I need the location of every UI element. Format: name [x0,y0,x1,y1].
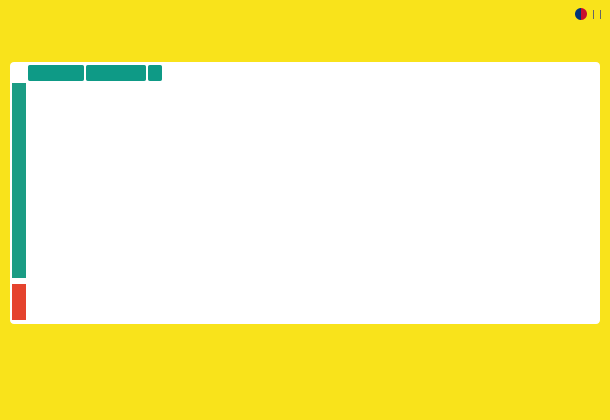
header-doses [148,65,162,81]
government-emblem-icon [575,8,587,20]
divider [593,10,594,19]
header-vaccine [86,65,146,81]
schedule-table-background [10,62,600,324]
footnotes [18,327,602,415]
footnote-column [214,327,402,415]
schedule-header [10,65,600,81]
header-disease [28,65,84,81]
footnote-column [18,327,206,415]
category-other [12,284,26,320]
footnote-column [410,327,598,415]
organization-logos [575,7,604,21]
divider [600,10,601,19]
category-national [12,83,26,278]
